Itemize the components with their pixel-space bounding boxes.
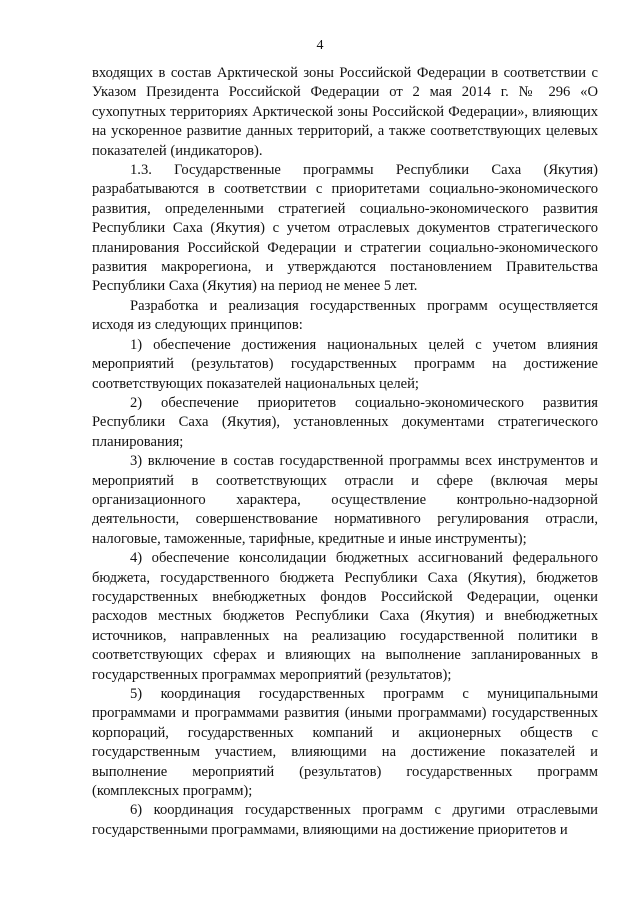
paragraph-principles-intro: Разработка и реализация государственных программ осуществляется исходя из следующих принципов: (92, 297, 598, 334)
page-number: 4 (316, 38, 324, 53)
list-item-principle-6: 6) координация государственных программ с другими отраслевыми государственными программами, влияющими на достижение приоритетов и (92, 802, 598, 838)
paragraph-section-1-3: 1.3. Государственные программы Республики Саха (Якутия) разрабатываются в соответствии с приоритетами социально-экономического развития, определенными стратегией социально-экономического развития Республики Саха (Якутия) с учетом отраслевых документов стратегического планирования Российской Федерации и стратегии социально-экономического развития макрорегиона, и утверждаются постановлением Правительства Республики Саха (Якутия) на период не менее 5 лет. (92, 162, 598, 295)
document-body (92, 64, 598, 840)
list-item-principle-2: 2) обеспечение приоритетов социально-экономического развития Республики Саха (Якутия), установленных документами стратегического планирования; (92, 394, 598, 450)
list-item-principle-5: 5) координация государственных программ с муниципальными программами и программами развития (иными программами) государственных корпораций, государственных компаний и акционерных обществ с государственным участием, влияющими на достижение показателей и выполнение мероприятий (результатов) государственных программ (комплексных программ); (92, 686, 598, 800)
list-item-principle-4: 4) обеспечение консолидации бюджетных ассигнований федерального бюджета, государственного бюджета Республики Саха (Якутия), бюджетов государственных внебюджетных фондов Российской Федерации, оценки расходов местных бюджетов Республики Саха (Якутия) и внебюджетных источников, направленных на реализацию государственной политики в соответствующих сферах и влияющих на выполнение запланированных в государственных программах мероприятий (результатов); (92, 550, 598, 683)
list-item-principle-1: 1) обеспечение достижения национальных целей с учетом влияния мероприятий (результатов) государственных программ на достижение соответствующих показателей национальных целей; (92, 336, 598, 392)
paragraph-continuation: входящих в состав Арктической зоны Российской Федерации в соответствии с Указом Президента Российской Федерации от 2 мая 2014 г. № 296 «О сухопутных территориях Арктической зоны Российской Федерации», влияющих на ускоренное развитие данных территорий, а также соответствующих целевых показателей (индикаторов). (92, 65, 598, 159)
list-item-principle-3: 3) включение в состав государственной программы всех инструментов и мероприятий в соответствующих отрасли и сфере (включая меры организационного характера, осуществление контрольно-надзорной деятельности, совершенствование нормативного регулирования отрасли, налоговые, таможенные, тарифные, кредитные и иные инструменты); (92, 453, 598, 547)
